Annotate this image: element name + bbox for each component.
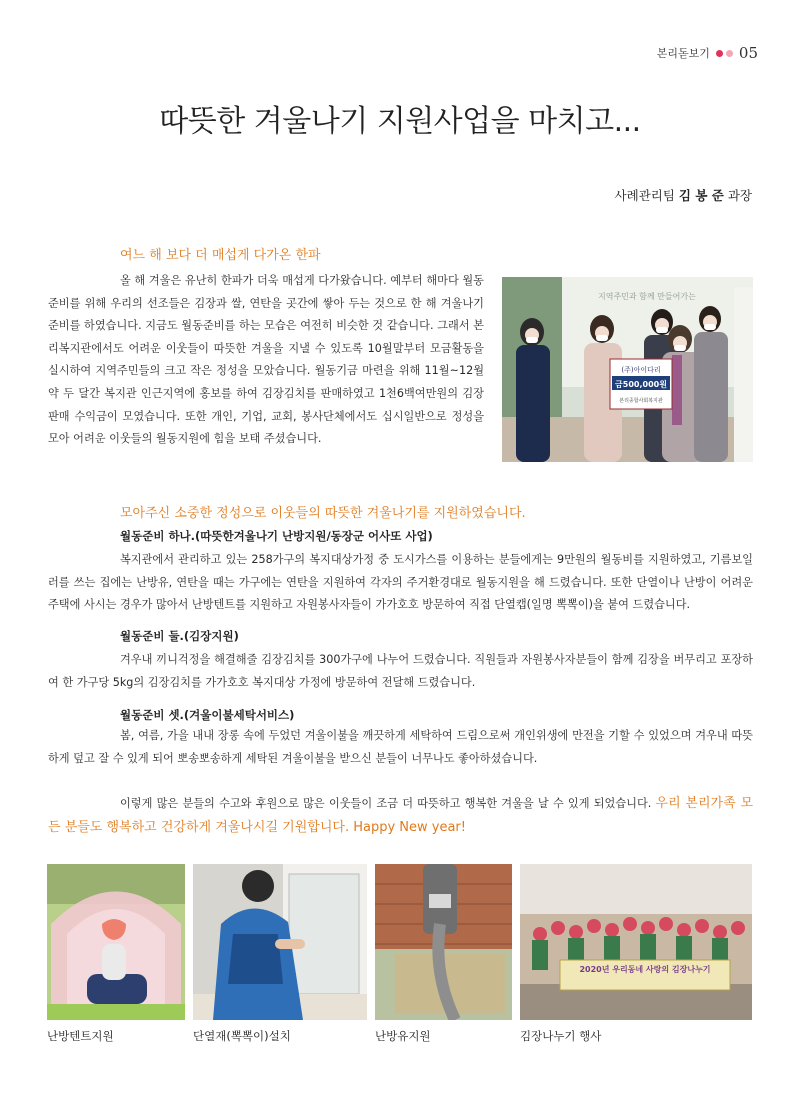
item2-title: 월동준비 둘.(김장지원) bbox=[120, 629, 239, 643]
donation-board bbox=[610, 359, 672, 409]
item3-paragraph bbox=[48, 725, 753, 770]
gallery-photo-kimchi bbox=[520, 864, 752, 1020]
donation-photo bbox=[502, 277, 753, 462]
item2-text: 겨우내 끼니걱정을 해결해줄 김장김치를 300가구에 나누어 드렸습니다. 직원들과 자원봉사자분들이 함께 김장을 버무리고 포장하여 한 가구당 5kg의 김장김치를 가가호호 복지대상 가정에 방문하여 전달해 드렸습니다. bbox=[48, 653, 753, 689]
item1-text: 복지관에서 관리하고 있는 258가구의 복지대상가정 중 도시가스를 이용하는 분들에게는 9만원의 월동비를 지원하였고, 기름보일러를 쓰는 집에는 난방유, 연탄을 때는 가구에는 연탄을 지원하여 각자의 주거환경대로 월동지원을 해 드렸습니다. 또한 단열이나 난방이 어려운 주택에 사시는 경우가 많아서 난방텐트를 지원하고 자원봉사자들이 가가호호 방문하여 직접 단열캡(일명 뽁뽁이)을 붙여 드렸습니다. bbox=[48, 553, 753, 612]
page-number: 05 bbox=[738, 44, 758, 62]
caption-tent: 난방텐트지원 bbox=[47, 1029, 114, 1043]
board-line2: 금500,000원 bbox=[615, 380, 667, 389]
author-line bbox=[615, 186, 752, 204]
kimchi-banner: 2020년 우리동네 사랑의 김장나누기 bbox=[579, 965, 711, 974]
section2-heading: 모아주신 소중한 정성으로 이웃들의 따뜻한 겨울나기를 지원하였습니다. bbox=[120, 506, 526, 521]
gallery-photo-tent bbox=[47, 864, 185, 1020]
section1-heading: 여느 해 보다 더 매섭게 다가온 한파 bbox=[120, 248, 321, 263]
photo-banner: 지역주민과 함께 만들어가는 bbox=[598, 292, 696, 301]
item3-title: 월동준비 셋.(겨울이불세탁서비스) bbox=[120, 708, 295, 722]
header-dot-2 bbox=[726, 50, 733, 57]
section-label: 본리돋보기 bbox=[656, 47, 710, 60]
author-position: 과장 bbox=[727, 188, 752, 203]
board-line3: 본리종합사회복지관 bbox=[619, 398, 663, 404]
closing-paragraph bbox=[48, 792, 753, 840]
item1-title: 월동준비 하나.(따뜻한겨울나기 난방지원/동장군 어사또 사업) bbox=[120, 529, 433, 543]
section1-text: 올 해 겨울은 유난히 한파가 더욱 매섭게 다가왔습니다. 예부터 해마다 월동준비를 위해 우리의 선조들은 김장과 쌀, 연탄을 곳간에 쌓아 두는 것으로 한 해 겨울나기 준비를 하였습니다. 지금도 월동준비를 하는 모습은 여전히 비슷한 것 같습니다. 그래서 본리복지관에서도 어려운 이웃들이 따뜻한 겨울을 지낼 수 있도록 10월말부터 모금활동을 실시하여 지역주민들의 크고 작은 정성을 모았습니다. 월동기금 마련을 위해 11월~12월 약 두 달간 복지관 인근지역에 홍보를 하여 김장김치를 판매하였고 1천6백여만원의 김장 판매 수익금이 모였습니다. 또한 개인, 기업, 교회, 봉사단체에서도 십시일반으로 정성을 모아 어려운 이웃들의 월동지원에 힘을 보태 주셨습니다. bbox=[48, 274, 484, 446]
board-line1: (주)아이다리 bbox=[621, 366, 661, 374]
author-team: 사례관리팀 bbox=[614, 188, 675, 203]
section1-paragraph bbox=[48, 270, 484, 451]
item1-paragraph bbox=[48, 549, 753, 617]
closing-text: 이렇게 많은 분들의 수고와 후원으로 많은 이웃들이 조금 더 따뜻하고 행복한 겨울을 날 수 있게 되었습니다. bbox=[120, 797, 652, 810]
caption-heating-oil: 난방유지원 bbox=[375, 1029, 431, 1043]
item2-paragraph bbox=[48, 649, 753, 694]
page-header bbox=[657, 44, 758, 62]
header-dot-1 bbox=[716, 50, 723, 57]
item3-text: 봄, 여름, 가을 내내 장롱 속에 두었던 겨울이불을 깨끗하게 세탁하여 드림으로써 개인위생에 만전을 기할 수 있었으며 겨우내 따뜻하게 덮고 잘 수 있게 되어 뽀송뽀송하게 세탁된 겨울이불을 받으신 분들이 너무나도 좋아하셨습니다. bbox=[48, 729, 753, 765]
gallery-photo-insulation bbox=[193, 864, 367, 1020]
author-name: 김 봉 준 bbox=[678, 188, 724, 203]
closing-highlight: 우리 본리가족 모든 분들도 행복하고 건강하게 겨울나시길 기원합니다. Happy New year! bbox=[48, 796, 754, 835]
article-title: 따뜻한 겨울나기 지원사업을 마치고... bbox=[159, 104, 641, 139]
caption-insulation: 단열재(뽁뽁이)설치 bbox=[193, 1029, 291, 1043]
gallery-photo-heating-oil bbox=[375, 864, 512, 1020]
caption-kimchi: 김장나누기 행사 bbox=[520, 1029, 602, 1043]
